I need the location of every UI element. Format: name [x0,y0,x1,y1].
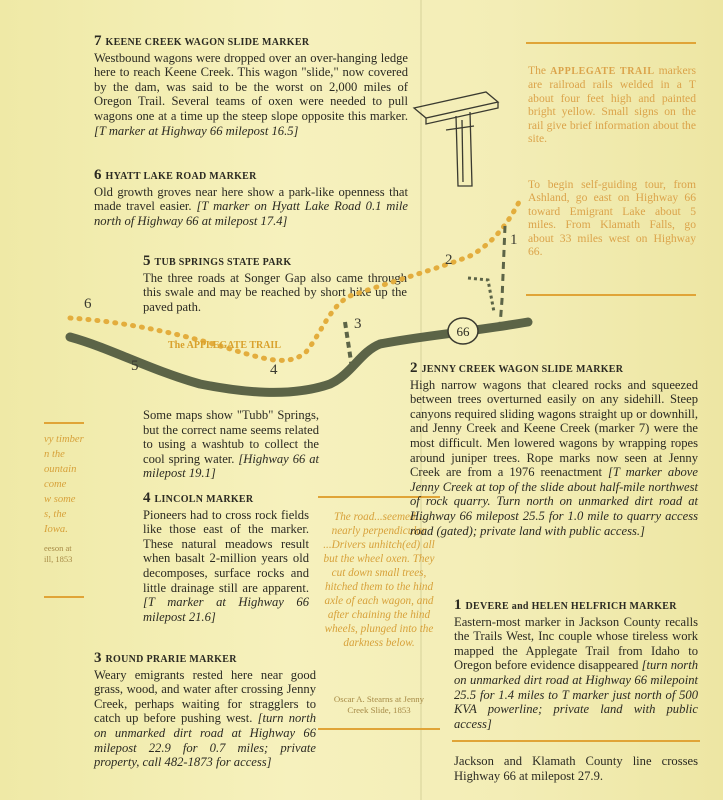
marker-number: 1 [454,597,462,613]
fragment-line: come [44,479,67,490]
access-road-1 [500,226,505,326]
map-marker-3: 3 [354,316,362,332]
highway-number: 66 [456,324,470,339]
fragment-attr: eeson at [44,543,72,553]
marker-body: Old growth groves near here show a park-like openness that made travel easier. [94,184,408,214]
marker-location: [T marker on Hyatt Lake Road 0.1 mile north of Highway 66 at milepost 17.4] [94,199,408,228]
marker-body: Eastern-most marker in Jackson County recalls the Trails West, Inc couple whose tireless work mapped the Applegate Trail from Idaho to Oregon before evidence disappeared [454,614,698,673]
marker-number: 5 [143,253,151,269]
fragment-line: vy timber [44,434,84,445]
marker-location: [turn north on unmarked dirt road at Highway 66 milepost 22.9 for 0.7 miles; private property, call 482-1873 for access] [94,711,316,770]
map-marker-5: 5 [131,358,139,374]
sidebar-tour-text: To begin self-guiding tour, from Ashland, go east on Highway 66 toward Emigrant Lake about 5 miles. From Klamath Falls, go about 33 miles west on Highway 66. [528,178,696,259]
t-marker-illustration [414,92,498,186]
access-road-2 [468,278,494,312]
marker-location: [Highway 66 at milepost 19.1] [143,451,320,481]
marker-title: LINCOLN MARKER [154,494,254,505]
sidebar-lead: The [528,64,547,77]
map-marker-4: 4 [270,362,278,378]
marker-number: 6 [94,167,102,183]
marker-body: The three roads at Songer Gap also came through this swale and may be reached by short hike up the paved path. [143,270,407,314]
sidebar-text: markers are railroad rails welded in a T about four feet high and painted bright yellow. Small signs on the rail give brief information about the site. [528,64,696,146]
marker-title: DEVERE and HELEN HELFRICH MARKER [465,601,677,612]
quote-text: The road...seemed... nearly perpendicular ...Drivers unhitch(ed) all but the wheel oxen. They cut down small trees, hitched them to the hind axle of each wagon, and after chaining the hind wheels, plunged into the darkness below. [323,511,435,649]
fragment-line: s, the [44,509,67,520]
county-line-note: Jackson and Klamath County line crosses Highway 66 at milepost 27.9. [454,754,698,783]
map-marker-2: 2 [445,252,453,268]
marker-number: 4 [143,490,151,506]
marker-title: KEENE CREEK WAGON SLIDE MARKER [105,37,310,48]
marker-title: HYATT LAKE ROAD MARKER [105,171,257,182]
quote-attribution: Oscar A. Stearns at Jenny Creek Slide, 1853 [333,694,425,715]
marker-location: [T marker at Highway 66 milepost 16.5] [94,123,299,138]
fragment-line: w some [44,494,76,505]
marker-location: [T marker at Highway 66 milepost 21.6] [143,595,309,624]
map-trail-label: The APPLEGATE TRAIL [168,340,281,351]
sidebar-trail-name: APPLEGATE TRAIL [550,66,655,77]
marker-number: 2 [410,360,418,376]
marker-body: Pioneers had to cross rock fields like those east of the marker. These natural meadows result when basalt 2-million years old decomposes, surface rocks and little drainage still are apparent. [143,507,309,595]
fragment-attr: ill, 1853 [44,554,73,564]
marker-title: ROUND PRARIE MARKER [105,654,237,665]
map-marker-1: 1 [510,232,518,248]
marker-location: [T marker above Jenny Creek at top of the slide about half-mile northwest of rock quarry. Turn north on unmarked dirt road at Highway 66 milepost 25.5 for 1.0 mile to quarry access road (gated); private land with public access.] [410,465,698,538]
marker-title: TUB SPRINGS STATE PARK [154,257,292,268]
marker-number: 3 [94,650,102,666]
marker-body: Some maps show "Tubb" Springs, but the correct name seems related to using a washtub to collect the cool spring water. [143,408,319,466]
map-marker-6: 6 [84,296,92,312]
fragment-line: n the [44,449,65,460]
marker-body: Westbound wagons were dropped over an over-hanging ledge here to reach Keene Creek. This wagon "slide," now covered by the dam, was said to be the worst on 2,000 miles of Oregon Trail. Several teams of oxen were needed to pull wagons one at a time up the steep slope opposite this marker. [94,50,408,123]
marker-title: JENNY CREEK WAGON SLIDE MARKER [421,364,624,375]
access-road-3 [345,322,352,368]
marker-body: High narrow wagons that cleared rocks and squeezed between trees overturned easily on any sidehill. Steep canyons required sliding wagons straight up or downhill, and Jenny Creek and Keene Creek (marker 7) were the most difficult. Men lowered wagons by wrapping ropes around juniper trees. Rope marks now seen at Jenny Creek are from a 1976 reenactment [410,377,698,480]
marker-number: 7 [94,33,102,49]
marker-location: [turn north on unmarked dirt road at Highway 66 milepoint 25.5 for 1.4 miles to T marker just north of 500 KVA powerline; private land with public access] [454,658,698,731]
marker-body: Weary emigrants rested here near good grass, wood, and water after crossing Jenny Creek, perhaps waiting for stragglers to catch up before pushing west. [94,667,316,726]
fragment-line: ountain [44,464,77,475]
fragment-line: Iowa. [44,524,68,535]
